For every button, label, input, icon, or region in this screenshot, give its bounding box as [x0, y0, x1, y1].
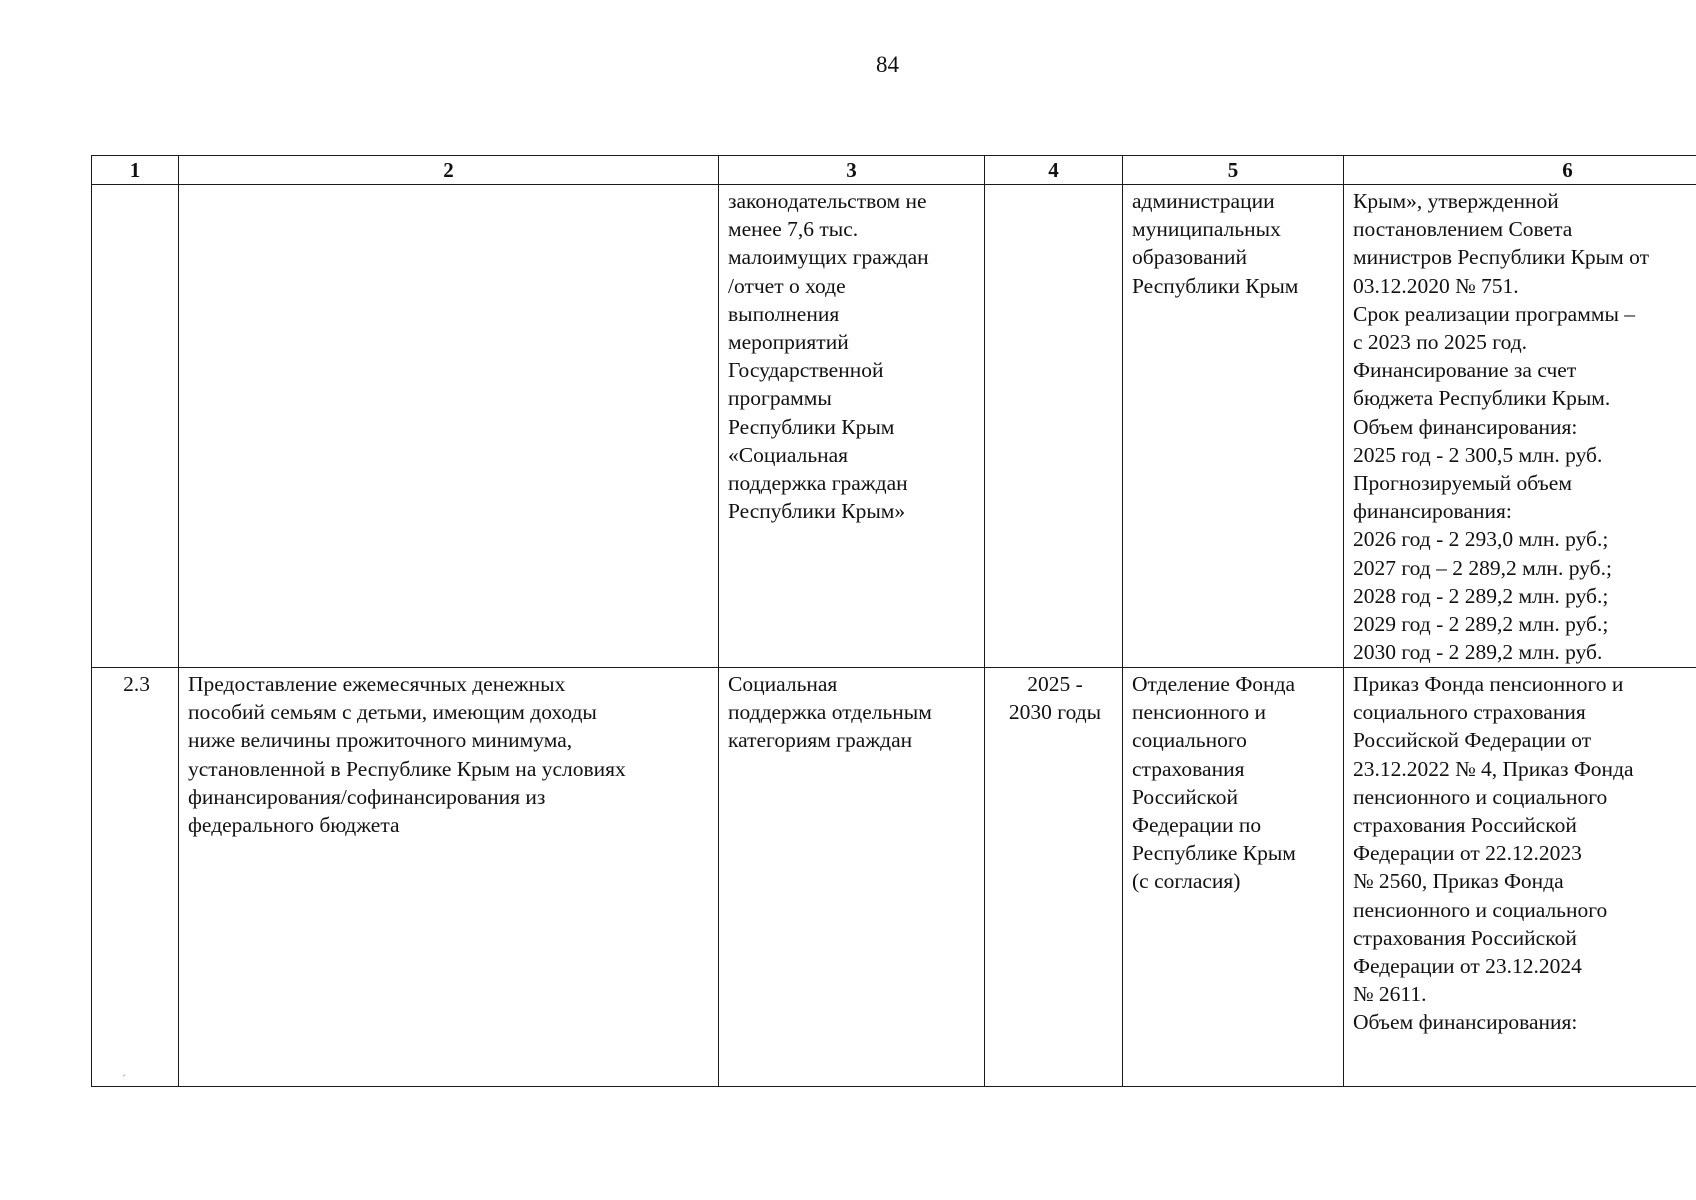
cell-line: выполнения [728, 301, 840, 326]
cell-line: установленной в Республике Крым на условиях [188, 756, 626, 781]
cell-line: малоимущих граждан [728, 245, 929, 270]
cell-line: 2025 год - 2 300,5 млн. руб. [1353, 442, 1603, 467]
cell-line: муниципальных [1132, 217, 1281, 242]
cell-line: мероприятий [728, 330, 849, 355]
cell-line: федерального бюджета [188, 813, 400, 838]
cell-line: министров Республики Крым от [1353, 245, 1649, 270]
cell-line: поддержка граждан [728, 471, 908, 496]
cell-line: 2029 год - 2 289,2 млн. руб.; [1353, 612, 1609, 637]
cell-line: Крым», утвержденной [1353, 189, 1559, 213]
executor-cell [1123, 185, 1344, 668]
basis-cell [1344, 668, 1696, 1087]
cell-line: Прогнозируемый объем [1353, 471, 1572, 496]
cell-line: /отчет о ходе [728, 273, 846, 298]
page-number: 84 [876, 52, 899, 77]
measure-cell [179, 668, 719, 1087]
column-header-4: 4 [985, 156, 1123, 185]
cell-line: Федерации от 23.12.2024 [1353, 954, 1582, 979]
cell-line: 23.12.2022 № 4, Приказ Фонда [1353, 756, 1634, 781]
cell-line: пенсионного и социального [1353, 897, 1608, 922]
cell-line: пособий семьям с детьми, имеющим доходы [188, 700, 597, 725]
column-header-3: 3 [719, 156, 985, 185]
cell-line: (с согласия) [1132, 869, 1241, 894]
cell-line: Финансирование за счет [1353, 358, 1577, 383]
cell-line: Республике Крым [1132, 841, 1296, 866]
row-number-cell: 2.3 [92, 668, 179, 1087]
result-cell [719, 668, 985, 1087]
period-cell [985, 185, 1123, 668]
cell-line: № 2560, Приказ Фонда [1353, 869, 1564, 894]
cell-line: страхования [1132, 756, 1245, 781]
cell-line: 2026 год - 2 293,0 млн. руб.; [1353, 527, 1609, 552]
cell-line: программы [728, 386, 832, 411]
cell-line: постановлением Совета [1353, 217, 1573, 242]
cell-line: 2027 год – 2 289,2 млн. руб.; [1353, 555, 1612, 580]
cell-line: пенсионного и социального [1353, 784, 1608, 809]
cell-line: 2028 год - 2 289,2 млн. руб.; [1353, 583, 1609, 608]
cell-line: Отделение Фонда [1132, 672, 1296, 696]
result-cell [719, 185, 985, 668]
row-number-cell [92, 185, 179, 668]
cell-line: 03.12.2020 № 751. [1353, 273, 1519, 298]
cell-line: Федерации по [1132, 813, 1262, 838]
cell-line: Федерации от 22.12.2023 [1353, 841, 1582, 866]
cell-line: законодательством не [728, 189, 927, 213]
cell-line: с 2023 по 2025 год. [1353, 330, 1528, 355]
table-row [92, 668, 1696, 1087]
cell-line: страхования Российской [1353, 813, 1577, 838]
cell-line: менее 7,6 тыс. [728, 217, 859, 242]
cell-line: Республики Крым [728, 414, 895, 439]
basis-cell [1344, 185, 1696, 668]
cell-line: Республики Крым» [728, 499, 906, 524]
table-row [92, 185, 1696, 668]
cell-line: образований [1132, 245, 1248, 270]
cell-line: администрации [1132, 189, 1275, 213]
cell-line: категориям граждан [728, 728, 913, 753]
column-header-1: 1 [92, 156, 179, 185]
cell-line: № 2611. [1353, 982, 1427, 1007]
cell-line: Российской [1132, 784, 1238, 809]
column-header-2: 2 [179, 156, 719, 185]
executor-cell [1123, 668, 1344, 1087]
cell-line: 2030 год - 2 289,2 млн. руб. [1353, 640, 1603, 665]
cell-line: «Социальная [728, 442, 849, 467]
cell-line: социального [1132, 728, 1247, 753]
period-cell [985, 668, 1123, 1087]
cell-line: бюджета Республики Крым. [1353, 386, 1611, 411]
scan-mark: ´ [122, 1072, 126, 1086]
cell-line: финансирования: [1353, 499, 1512, 524]
cell-line: Российской Федерации от [1353, 728, 1592, 753]
cell-line: Республики Крым [1132, 273, 1299, 298]
cell-line: Объем финансирования: [1353, 1010, 1578, 1035]
program-table [91, 155, 1696, 1087]
cell-line: поддержка отдельным [728, 700, 932, 725]
measure-cell [179, 185, 719, 668]
cell-line: Предоставление ежемесячных денежных [188, 672, 566, 696]
cell-line: страхования Российской [1353, 925, 1577, 950]
cell-line: 2025 - [1027, 672, 1083, 696]
column-header-6: 6 [1344, 156, 1696, 185]
cell-line: Государственной [728, 358, 884, 383]
cell-line: пенсионного и [1132, 700, 1267, 725]
cell-line: ниже величины прожиточного минимума, [188, 728, 573, 753]
cell-line: Срок реализации программы – [1353, 301, 1636, 326]
column-header-5: 5 [1123, 156, 1344, 185]
cell-line: социального страхования [1353, 700, 1586, 725]
cell-line: 2030 годы [1008, 700, 1102, 725]
cell-line: Объем финансирования: [1353, 414, 1578, 439]
cell-line: Приказ Фонда пенсионного и [1353, 672, 1624, 696]
cell-line: Социальная [728, 672, 838, 696]
cell-line: финансирования/софинансирования из [188, 784, 546, 809]
header-row [92, 156, 1696, 185]
